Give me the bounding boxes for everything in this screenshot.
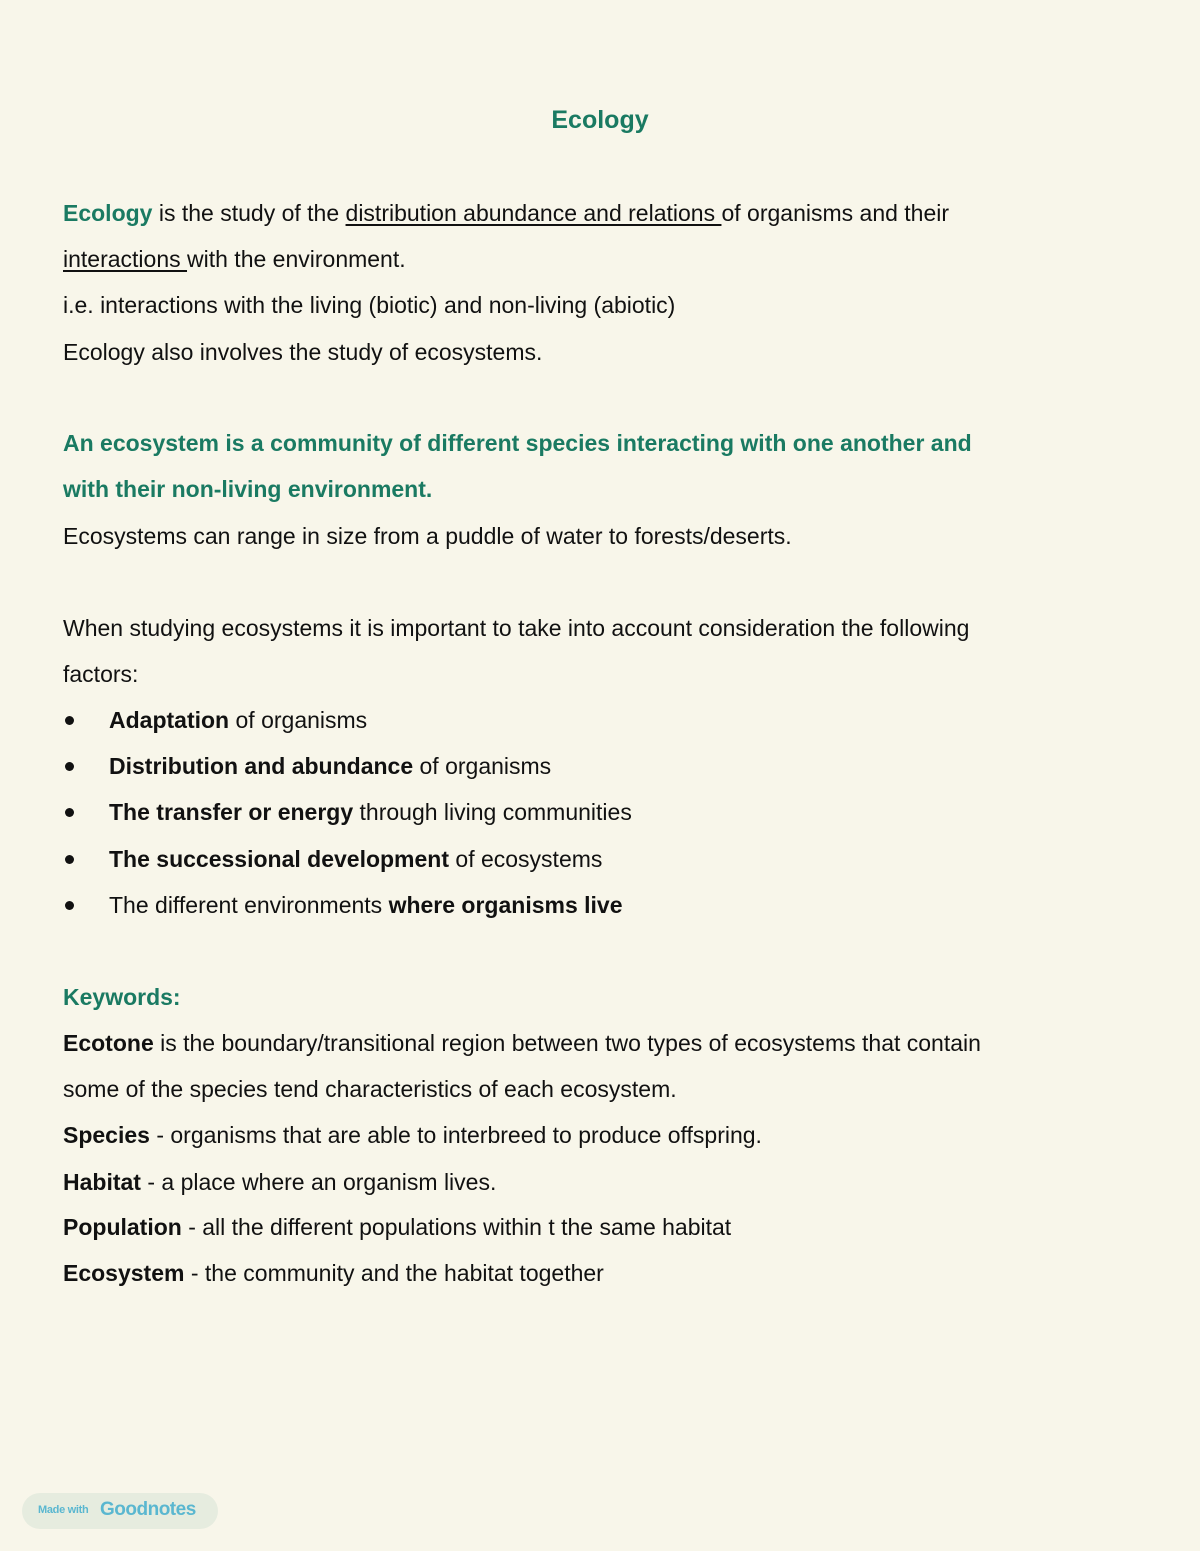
ecotone-line-1	[63, 1028, 1143, 1058]
keyword-term: Habitat	[63, 1169, 141, 1195]
ecosystem-size-line: Ecosystems can range in size from a puddle of water to forests/deserts.	[63, 523, 792, 549]
factor-bold: The transfer or energy	[109, 799, 354, 825]
keywords-heading: Keywords:	[63, 984, 181, 1010]
ecology-term: Ecology	[63, 200, 153, 226]
intro-text-a: is the study of the	[152, 200, 346, 226]
ecotone-line-2: some of the species tend characteristics of each ecosystem.	[63, 1076, 677, 1102]
factor-bold: Distribution and abundance	[109, 753, 414, 779]
bullet-icon	[65, 716, 74, 725]
factors-intro-line-1: When studying ecosystems it is important to take into account consideration the following	[63, 615, 970, 641]
intro-line-1	[63, 198, 1143, 228]
keyword-term: Ecosystem	[63, 1260, 185, 1286]
intro-line-3: i.e. interactions with the living (biotic) and non-living (abiotic)	[63, 292, 676, 318]
keyword-term: Species	[63, 1122, 150, 1148]
keyword-entry	[63, 1258, 1143, 1288]
bullet-icon	[65, 855, 74, 864]
keyword-definition: - all the different populations within t the same habitat	[181, 1214, 732, 1240]
factor-rest: through living communities	[353, 799, 632, 825]
factor-rest: of ecosystems	[449, 846, 603, 872]
keyword-definition: - a place where an organism lives.	[140, 1169, 497, 1195]
factor-bold: where organisms live	[388, 892, 623, 918]
made-with-goodnotes-badge[interactable]	[22, 1493, 218, 1529]
bullet-icon	[65, 762, 74, 771]
intro-line-4: Ecology also involves the study of ecosystems.	[63, 339, 543, 365]
intro-text-b: of organisms and their	[721, 200, 950, 226]
keyword-entry	[63, 1120, 1143, 1150]
intro-underlined-phrase: distribution abundance and relations	[345, 200, 722, 226]
interactions-underlined: interactions	[63, 246, 188, 272]
bullet-icon	[65, 808, 74, 817]
keyword-definition: - the community and the habitat together	[184, 1260, 604, 1286]
made-with-label: Made with	[38, 1504, 89, 1516]
keyword-entry	[63, 1212, 1143, 1242]
ecotone-def-1: is the boundary/transitional region between two types of ecosystems that contain	[153, 1030, 981, 1056]
page-title: Ecology	[551, 106, 649, 134]
keyword-term: Population	[63, 1214, 182, 1240]
factor-rest: of organisms	[229, 707, 368, 733]
ecosystem-definition-line-2: with their non-living environment.	[63, 476, 433, 502]
keyword-entry	[63, 1167, 1143, 1197]
factor-bold: The successional development	[109, 846, 450, 872]
ecotone-term: Ecotone	[63, 1030, 154, 1056]
factor-bold: Adaptation	[109, 707, 230, 733]
intro-line-2-rest: with the environment.	[187, 246, 406, 272]
ecosystem-definition-line-1: An ecosystem is a community of different species interacting with one another and	[63, 430, 972, 456]
intro-line-2	[63, 244, 1143, 274]
goodnotes-logo: Goodnotes	[100, 1499, 196, 1520]
factor-pre: The different environments	[109, 892, 389, 918]
bullet-icon	[65, 901, 74, 910]
keyword-definition: - organisms that are able to interbreed to produce offspring.	[149, 1122, 762, 1148]
factor-rest: of organisms	[413, 753, 552, 779]
factors-intro-line-2: factors:	[63, 661, 139, 687]
